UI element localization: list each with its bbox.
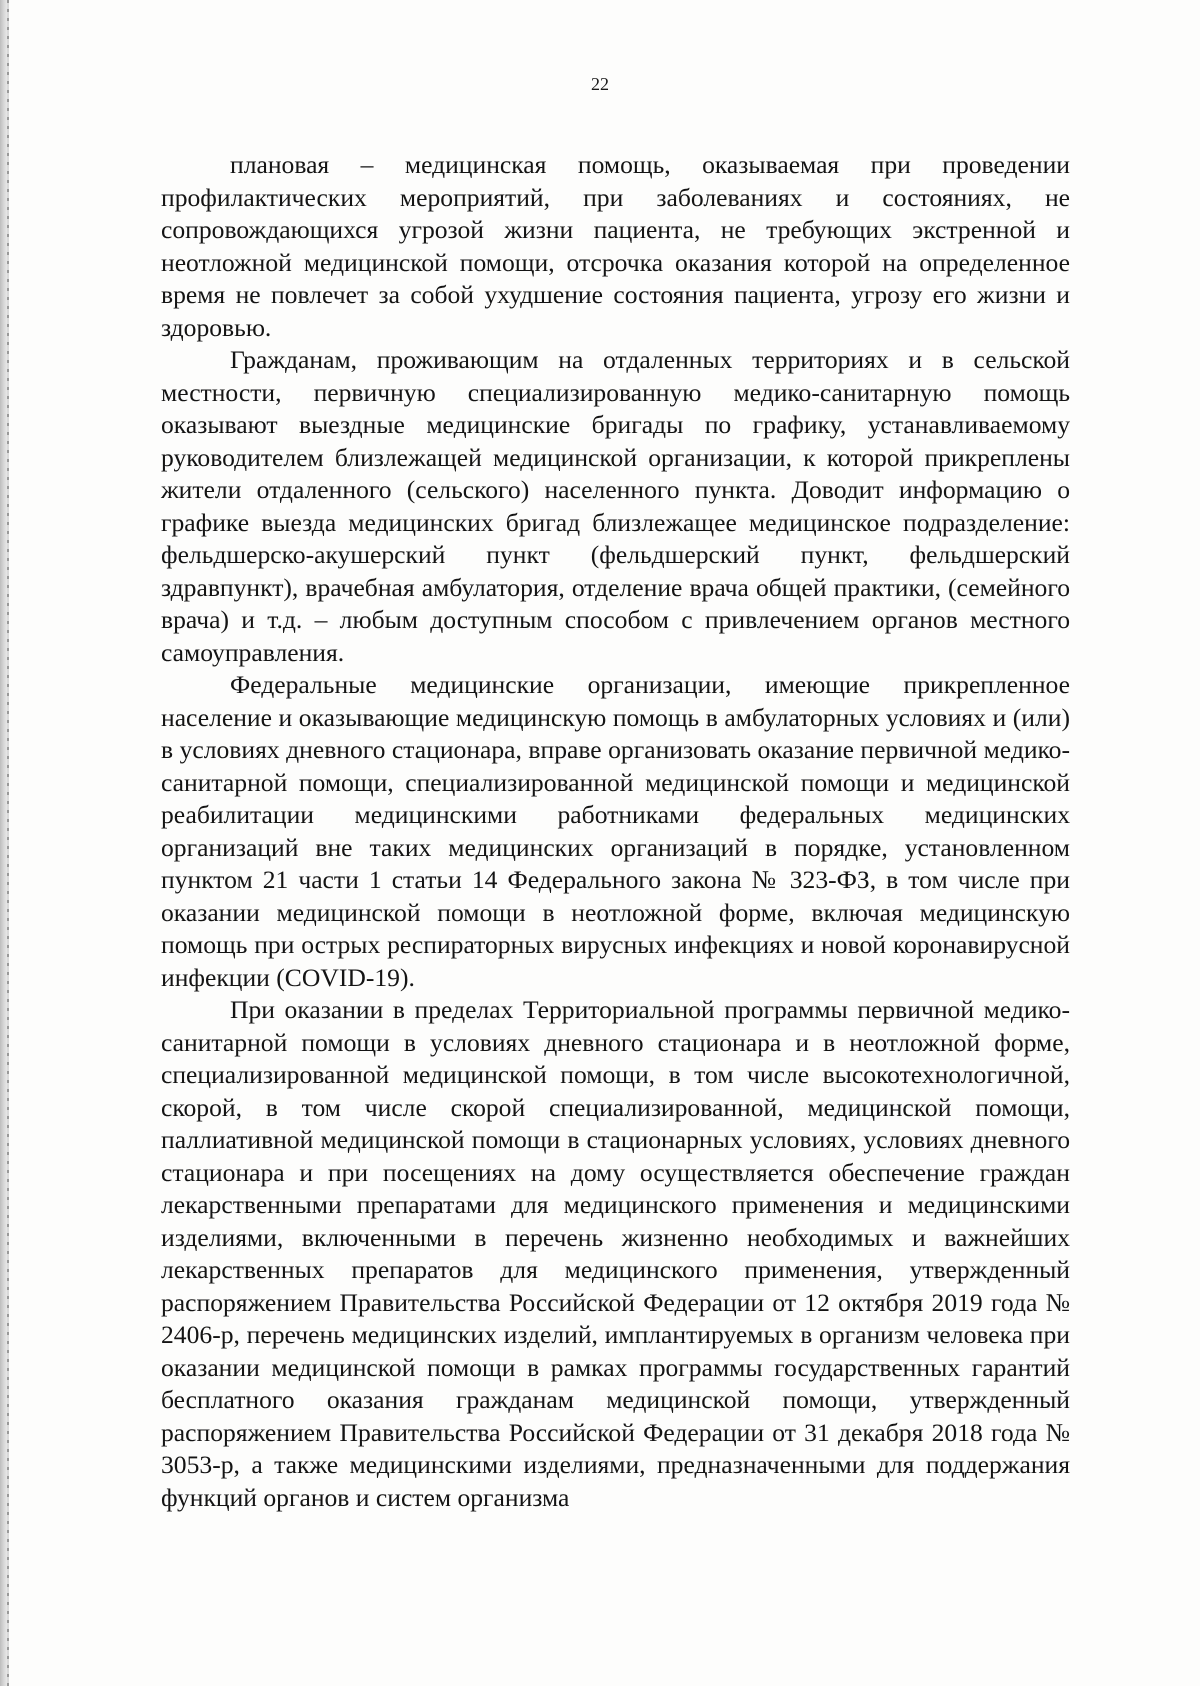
page-number: 22	[591, 74, 609, 94]
paragraph-federal-organizations: Федеральные медицинские организации, имеющие прикрепленное население и оказывающие медицинскую помощь в амбулаторных условиях и (или) в условиях дневного стационара, вправе организовать оказание первичной медико-санитарной помощи, специализированной медицинской помощи и медицинской реабилитации медицинскими работниками федеральных медицинских организаций вне таких медицинских организаций в порядке, установленном пунктом 21 части 1 статьи 14 Федерального закона № 323-ФЗ, в том числе при оказании медицинской помощи в неотложной форме, включая медицинскую помощь при острых респираторных вирусных инфекциях и новой коронавирусной инфекции (COVID-19).	[161, 670, 1070, 992]
paragraph-mobile-teams: Гражданам, проживающим на отдаленных территориях и в сельской местности, первичную специализированную медико-санитарную помощь оказывают выездные медицинские бригады по графику, устанавливаемому руководителем близлежащей медицинской организации, к которой прикреплены жители отдаленного (сельского) населенного пункта. Доводит информацию о графике выезда медицинских бригад близлежащее медицинское подразделение: фельдшерско-акушерский пункт (фельдшерский пункт, фельдшерский здравпункт), врачебная амбулатория, отделение врача общей практики, (семейного врача) и т.д. – любым доступным способом с привлечением органов местного самоуправления.	[161, 345, 1070, 667]
document-body	[161, 149, 1070, 1514]
scan-edge	[0, 0, 9, 1686]
paragraph-planned-care: плановая – медицинская помощь, оказываемая при проведении профилактических мероприятий, при заболеваниях и состояниях, не сопровождающихся угрозой жизни пациента, не требующих экстренной и неотложной медицинской помощи, отсрочка оказания которой на определенное время не повлечет за собой ухудшение состояния пациента, угрозу его жизни и здоровью.	[161, 150, 1070, 342]
paragraph-medication-provision: При оказании в пределах Территориальной программы первичной медико-санитарной помощи в условиях дневного стационара и в неотложной форме, специализированной медицинской помощи, в том числе высокотехнологичной, скорой, в том числе скорой специализированной, медицинской помощи, паллиативной медицинской помощи в стационарных условиях, условиях дневного стационара и при посещениях на дому осуществляется обеспечение граждан лекарственными препаратами для медицинского применения и медицинскими изделиями, включенными в перечень жизненно необходимых и важнейших лекарственных препаратов для медицинского применения, утвержденный распоряжением Правительства Российской Федерации от 12 октября 2019 года № 2406-р, перечень медицинских изделий, имплантируемых в организм человека при оказании медицинской помощи в рамках программы государственных гарантий бесплатного оказания гражданам медицинской помощи, утвержденный распоряжением Правительства Российской Федерации от 31 декабря 2018 года № 3053-р, а также медицинскими изделиями, предназначенными для поддержания функций органов и систем организма	[161, 995, 1070, 1512]
